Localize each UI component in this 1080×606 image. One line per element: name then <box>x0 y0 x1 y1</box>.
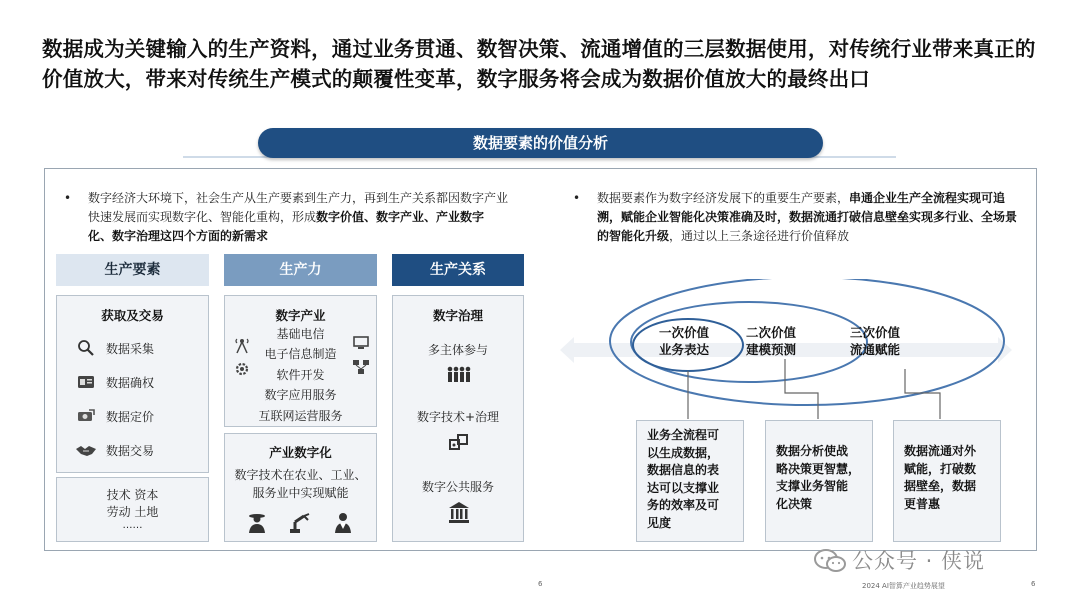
computer-icon <box>352 334 370 352</box>
acquisition-trade-box <box>56 295 209 473</box>
value-level-2-desc-box <box>765 420 873 542</box>
desc-line: 赋能，打破数 <box>904 461 977 476</box>
governance-item: 多主体参与 <box>427 343 488 357</box>
service-worker-icon <box>331 510 355 534</box>
header-production-factors: 生产要素 <box>56 254 209 286</box>
desc-line: 达可以支撑业 <box>647 480 720 495</box>
chip-gear-icon <box>233 360 251 378</box>
industry-item: 数字应用服务 <box>264 388 337 402</box>
header-production-relations: 生产关系 <box>392 254 524 286</box>
report-title-footer: 2024 AI智算产业趋势展望 <box>862 582 945 590</box>
value-level-3-label <box>850 324 900 358</box>
desc-line: 数据分析使战 <box>776 444 849 458</box>
traditional-factors-line: 劳动 土地 <box>106 505 159 519</box>
traditional-factors-box <box>56 477 209 542</box>
id-card-icon <box>77 373 95 391</box>
industry-item: 电子信息制造 <box>264 347 337 361</box>
value-level-2-line1: 二次价值 <box>746 325 797 340</box>
robot-arm-icon <box>287 510 311 534</box>
industry-item: 基础电信 <box>276 327 325 341</box>
factor-item-label: 数据确权 <box>106 376 155 390</box>
digitalization-text: 服务业中实现赋能 <box>252 486 349 500</box>
left-bullet-bold: 数字价值、数字产业、产业数字化、数字治理这四个方面的新需求 <box>88 210 485 243</box>
wechat-icon <box>813 548 847 574</box>
desc-line: 业务全流程可 <box>647 428 720 442</box>
digital-governance-box <box>392 295 524 542</box>
industry-digitalization-box <box>224 433 377 542</box>
desc-line: 略决策更智慧， <box>776 461 861 476</box>
value-level-1-label <box>659 324 709 358</box>
network-nodes-icon <box>352 358 370 376</box>
desc-line: 化决策 <box>776 496 813 511</box>
desc-line: 数据流通对外 <box>904 444 977 458</box>
desc-line: 见度 <box>647 515 672 530</box>
factor-item-label: 数据定价 <box>106 410 155 424</box>
desc-line: 务的效率及可 <box>647 498 720 512</box>
left-bullet-text: 数字经济大环境下，社会生产从生产要素到生产力，再到生产关系都因数字产业快速发展而实现数字化、智能化重构，形成 <box>88 191 509 224</box>
right-bullet <box>573 189 1018 246</box>
desc-line: 更普惠 <box>904 496 941 511</box>
farmer-icon <box>245 510 269 534</box>
governance-item: 数字公共服务 <box>421 480 494 494</box>
right-bullet-bold: 串通企业生产全流程实现可追溯，赋能企业智能化决策准确及时，数据流通打破信息壁垒实现多行业、全场景的智能化升级 <box>597 191 1018 243</box>
value-level-3-line2: 流通赋能 <box>850 342 901 357</box>
digital-industry-box <box>224 295 377 427</box>
price-tag-icon <box>77 407 95 425</box>
signal-tower-icon <box>233 336 251 354</box>
acquisition-trade-title: 获取及交易 <box>101 308 164 323</box>
industry-item: 软件开发 <box>276 368 325 382</box>
page-number-center: 6 <box>538 580 543 588</box>
governance-item: 数字技术+治理 <box>416 410 500 424</box>
desc-line: 以生成数据， <box>647 445 720 460</box>
value-level-1-line2: 业务表达 <box>659 342 710 357</box>
value-level-2-line2: 建模预测 <box>746 342 797 357</box>
factor-item-label: 数据交易 <box>106 444 155 458</box>
factor-item-label: 数据采集 <box>106 342 155 356</box>
tech-blocks-icon <box>447 431 471 455</box>
traditional-factors-ellipsis: …… <box>122 520 143 531</box>
value-level-3-line1: 三次价值 <box>850 325 901 340</box>
header-productivity: 生产力 <box>224 254 377 286</box>
bullet-dot: • <box>573 191 581 205</box>
magnifier-icon <box>77 339 95 357</box>
value-level-1-line1: 一次价值 <box>659 325 710 340</box>
government-building-icon <box>447 500 471 524</box>
left-bullet <box>64 189 509 246</box>
page-headline: 数据成为关键输入的生产资料，通过业务贯通、数智决策、流通增值的三层数据使用，对传统行业带来真正的价值放大，带来对传统生产模式的颠覆性变革，数字服务将会成为数据价值放大的最终出口 <box>42 37 1036 91</box>
value-level-2-label <box>746 324 796 358</box>
desc-line: 据壁垒，数据 <box>904 479 977 493</box>
digital-industry-title: 数字产业 <box>275 308 326 323</box>
digital-governance-title: 数字治理 <box>432 308 483 323</box>
bullet-dot: • <box>64 191 72 205</box>
watermark-text: 公众号 · 侠说 <box>852 549 986 573</box>
traditional-factors-line: 技术 资本 <box>106 488 159 502</box>
industry-digitalization-title: 产业数字化 <box>269 445 332 460</box>
value-level-3-desc-box <box>893 420 1001 542</box>
desc-line: 数据信息的表 <box>647 463 720 477</box>
page-number-right: 6 <box>1031 580 1036 588</box>
right-bullet-text: 数据要素作为数字经济发展下的重要生产要素， <box>597 191 850 205</box>
handshake-icon <box>75 441 97 459</box>
people-group-icon <box>446 362 470 386</box>
section-banner: 数据要素的价值分析 <box>258 128 823 158</box>
desc-line: 支撑业务智能 <box>776 479 849 493</box>
value-level-1-desc-box <box>636 420 744 542</box>
digitalization-text: 数字技术在农业、工业、 <box>234 468 367 482</box>
right-bullet-tail: ，通过以上三条途径进行价值释放 <box>669 229 850 243</box>
industry-item: 互联网运营服务 <box>258 409 343 423</box>
